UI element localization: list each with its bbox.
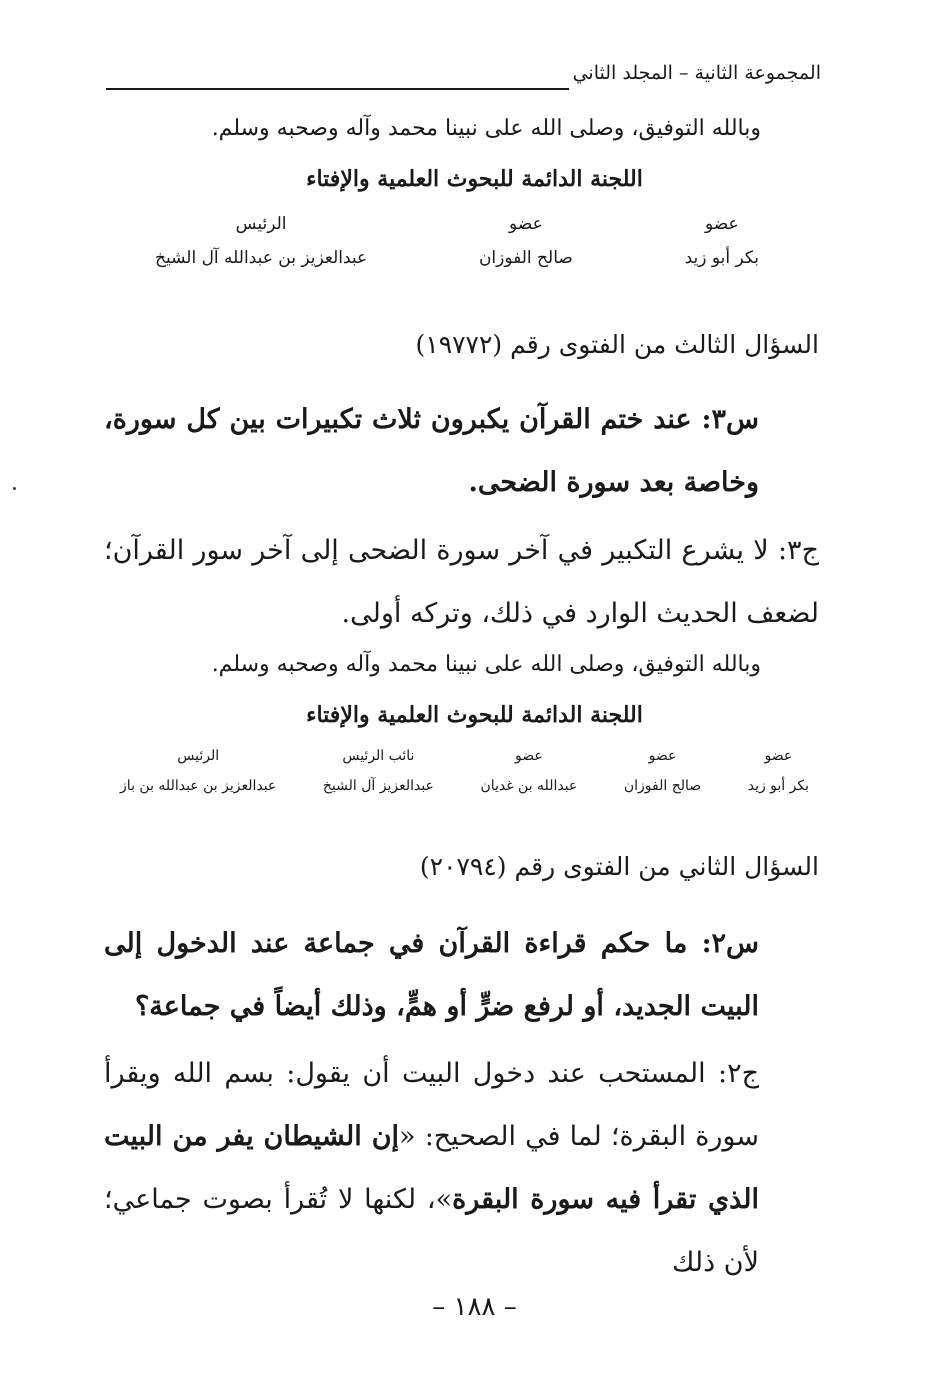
committee-title: اللجنة الدائمة للبحوث العلمية والإفتاء [306, 702, 643, 728]
signatory [480, 748, 577, 794]
signatory-role: عضو [509, 214, 543, 234]
signatory-name: عبدالعزيز بن عبدالله بن باز [120, 778, 277, 794]
answer-label: ج٢: [717, 1058, 760, 1089]
signatory-role: الرئيس [177, 748, 220, 764]
fatwa-heading: السؤال الثاني من الفتوى رقم (٢٠٧٩٤) [419, 852, 819, 881]
question-paragraph [104, 912, 759, 1038]
margin-mark [13, 487, 16, 490]
closing-formula: وبالله التوفيق، وصلى الله على نبينا محمد وآله وصحبه وسلم. [211, 652, 761, 677]
signatory [155, 214, 367, 268]
signatory [624, 748, 701, 794]
fatwa-heading: السؤال الثالث من الفتوى رقم (١٩٧٧٢) [415, 330, 819, 359]
signatory-name: بكر أبو زيد [684, 248, 759, 268]
signatory-name: عبدالعزيز آل الشيخ [322, 778, 434, 794]
page-number: – ١٨٨ – [432, 1292, 517, 1322]
answer-label: ج٣: [777, 535, 819, 566]
committee-title: اللجنة الدائمة للبحوث العلمية والإفتاء [306, 166, 643, 192]
answer-paragraph [104, 1042, 759, 1294]
header-rule [106, 88, 569, 90]
running-header: المجموعة الثانية – المجلد الثاني [572, 62, 821, 84]
question-text: ما حكم قراءة القرآن في جماعة عند الدخول إلى البيت الجديد، أو لرفع ضرٍّ أو همٍّ، وذلك أيضاً في جماعة؟ [104, 928, 759, 1022]
signatory-name: عبدالعزيز بن عبدالله آل الشيخ [155, 248, 368, 268]
hadith-quote: إن الشيطان يفر من البيت الذي تقرأ فيه سورة البقرة [104, 1121, 759, 1215]
answer-paragraph [104, 519, 819, 645]
signatory [685, 214, 759, 268]
signatory-name: صالح الفوزان [478, 248, 573, 268]
signatory-role: الرئيس [235, 214, 287, 234]
signatory-row [155, 214, 759, 268]
signatory-row [120, 748, 809, 794]
signatory-role: عضو [764, 748, 793, 764]
signatory [748, 748, 809, 794]
answer-text: لا يشرع التكبير في آخر سورة الضحى إلى آخر سور القرآن؛ لضعف الحديث الوارد في ذلك، وتركه أولى. [104, 535, 819, 629]
answer-text: المستحب عند دخول البيت أن يقول: بسم الله ويقرأ سورة البقرة؛ لما في الصحيح: « [104, 1058, 759, 1152]
question-text: عند ختم القرآن يكبرون ثلاث تكبيرات بين كل سورة، وخاصة بعد سورة الضحى. [104, 404, 759, 498]
answer-text-continued: »، لكنها لا تُقرأ بصوت جماعي؛ لأن ذلك [104, 1184, 759, 1278]
closing-formula: وبالله التوفيق، وصلى الله على نبينا محمد وآله وصحبه وسلم. [211, 116, 761, 141]
signatory-name: صالح الفوزان [623, 778, 702, 794]
question-label: س٢: [701, 928, 760, 959]
signatory-role: نائب الرئيس [342, 748, 415, 764]
signatory-name: بكر أبو زيد [747, 778, 809, 794]
signatory [120, 748, 276, 794]
signatory [479, 214, 573, 268]
signatory [323, 748, 434, 794]
question-label: س٣: [701, 404, 759, 435]
signatory-role: عضو [515, 748, 543, 764]
signatory-name: عبدالله بن غديان [480, 778, 578, 794]
signatory-role: عضو [648, 748, 677, 764]
question-paragraph [104, 388, 759, 514]
signatory-role: عضو [704, 214, 739, 234]
